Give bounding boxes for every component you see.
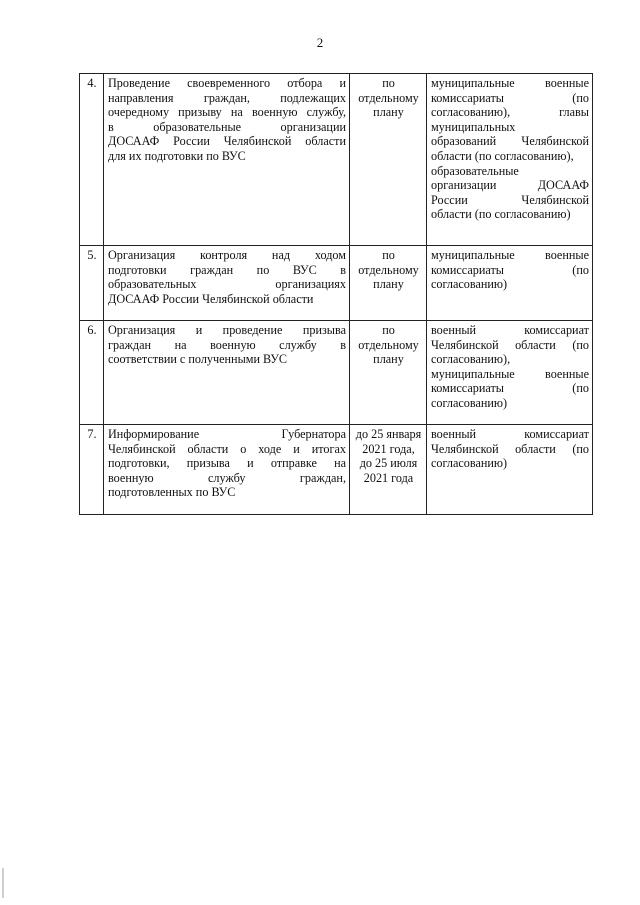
term-line: отдельному — [358, 337, 419, 352]
event-line: для их подготовки по ВУС — [108, 148, 246, 163]
term-line: до 25 июля — [359, 456, 418, 471]
event-line: граждан на военную службу в — [108, 337, 346, 352]
executor-cell — [427, 425, 593, 515]
event-line: Организация контроля над ходом — [108, 248, 346, 262]
executor-line: организации ДОСААФ — [431, 178, 589, 193]
event-line: очередному призыву на военную службу, — [108, 105, 346, 120]
event-cell — [104, 246, 350, 321]
executor-line: комиссариаты (по — [431, 262, 589, 277]
term-line: плану — [373, 105, 404, 120]
executor-line: военный комиссариат — [431, 323, 589, 337]
event-line: в образовательные организации — [108, 119, 346, 134]
table-row — [80, 246, 593, 321]
executor-line: согласованию) — [431, 395, 508, 410]
executor-cell — [427, 321, 593, 425]
term-line: отдельному — [358, 90, 419, 105]
event-line: соответствии с полученными ВУС — [108, 352, 287, 367]
event-line: Проведение своевременного отбора и — [108, 76, 346, 90]
event-line: подготовки, призыва и отправке на — [108, 456, 346, 471]
executor-line: комиссариаты (по — [431, 381, 589, 396]
row-number: 7. — [80, 425, 104, 515]
table-row — [80, 425, 593, 515]
term-line: плану — [373, 277, 404, 292]
executor-line: образований Челябинской — [431, 134, 589, 149]
event-line: ДОСААФ России Челябинской области — [108, 134, 346, 149]
term-line: 2021 года — [363, 470, 414, 485]
executor-line: муниципальные военные — [431, 248, 589, 262]
term-line: плану — [373, 352, 404, 367]
event-line: Челябинской области о ходе и итогах — [108, 441, 346, 456]
executor-line: военный комиссариат — [431, 427, 589, 441]
event-cell — [104, 321, 350, 425]
term-line: отдельному — [358, 262, 419, 277]
row-number: 5. — [80, 246, 104, 321]
executor-line: Челябинской области (по — [431, 441, 589, 456]
executor-line: согласованию) — [431, 277, 508, 292]
event-line: Организация и проведение призыва — [108, 323, 346, 337]
term-cell — [350, 246, 427, 321]
executor-line: муниципальных — [431, 119, 516, 134]
term-line: 2021 года, — [362, 441, 415, 456]
executor-line: согласованию), — [431, 352, 511, 367]
event-line: военную службу граждан, — [108, 470, 346, 485]
executor-line: образовательные — [431, 163, 519, 178]
executor-line: муниципальные военные — [431, 76, 589, 90]
executor-line: муниципальные военные — [431, 366, 589, 381]
event-cell — [104, 74, 350, 246]
executor-line: области (по согласованию), — [431, 148, 574, 163]
executor-line: области (по согласованию) — [431, 207, 571, 222]
row-number: 4. — [80, 74, 104, 246]
event-line: направления граждан, подлежащих — [108, 90, 346, 105]
term-line: по — [382, 76, 395, 90]
event-line: подготовленных по ВУС — [108, 485, 236, 500]
event-line: образовательных организациях — [108, 277, 346, 292]
executor-line: согласованию) — [431, 456, 508, 471]
event-cell — [104, 425, 350, 515]
event-line: Информирование Губернатора — [108, 427, 346, 441]
executor-cell — [427, 246, 593, 321]
table-row — [80, 321, 593, 425]
event-line: подготовки граждан по ВУС в — [108, 262, 346, 277]
event-line: ДОСААФ России Челябинской области — [108, 291, 314, 306]
term-cell — [350, 74, 427, 246]
executor-line: России Челябинской — [431, 192, 589, 207]
term-cell — [350, 321, 427, 425]
scan-margin-mark — [2, 868, 4, 898]
table-row — [80, 74, 593, 246]
row-number: 6. — [80, 321, 104, 425]
executor-line: согласованию), главы — [431, 105, 589, 120]
term-cell — [350, 425, 427, 515]
executor-cell — [427, 74, 593, 246]
executor-line: Челябинской области (по — [431, 337, 589, 352]
term-line: по — [382, 323, 395, 337]
page-number: 2 — [316, 35, 324, 50]
term-line: до 25 января — [355, 427, 422, 441]
executor-line: комиссариаты (по — [431, 90, 589, 105]
events-table — [79, 73, 593, 515]
term-line: по — [382, 248, 395, 262]
